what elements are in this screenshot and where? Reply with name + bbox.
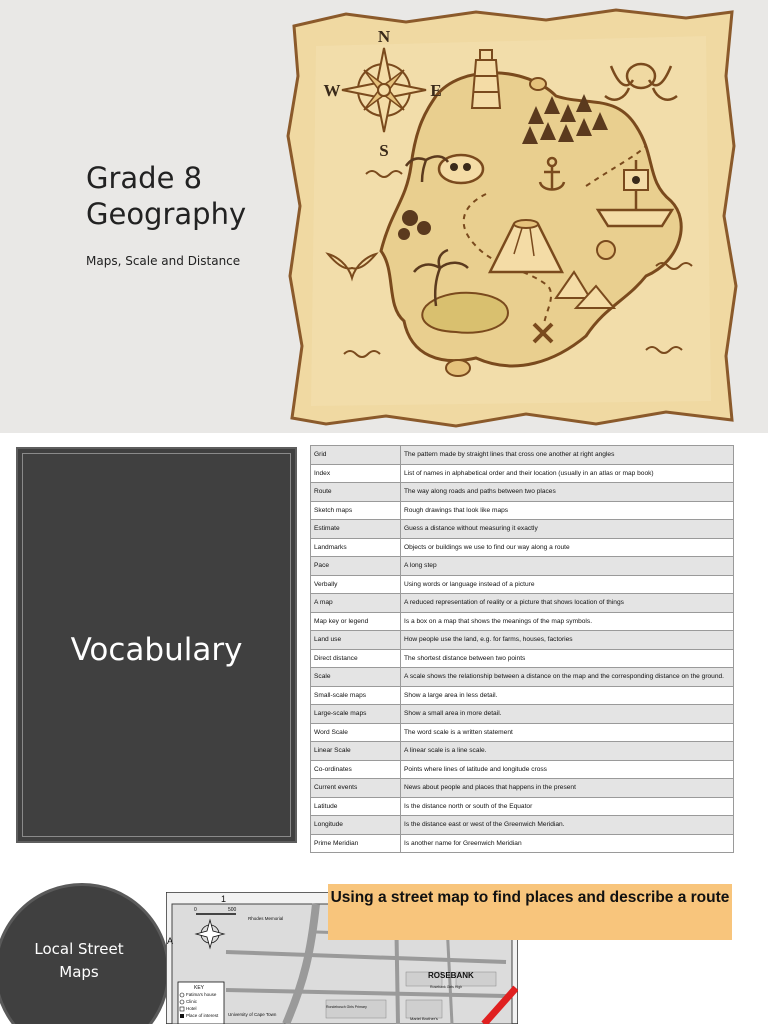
vocabulary-row (311, 501, 734, 520)
vocabulary-term: Prime Meridian (311, 834, 401, 853)
compass-e: E (430, 81, 442, 100)
map-key-title: KEY (194, 985, 205, 991)
map-key-item: Place of interest (186, 1013, 219, 1018)
vocabulary-table-body (311, 446, 734, 853)
compass-n: N (377, 27, 391, 46)
vocabulary-definition: The word scale is a written statement (401, 723, 734, 742)
vocabulary-term: Linear Scale (311, 742, 401, 761)
compass-w: W (323, 81, 341, 100)
vocabulary-definition: Points where lines of latitude and longitude cross (401, 760, 734, 779)
vocabulary-term: Landmarks (311, 538, 401, 557)
label-rosebank-girls-high: Rosebank Girls High (430, 985, 463, 989)
vocabulary-row (311, 779, 734, 798)
grid-row-letter: A (167, 936, 174, 946)
vocabulary-definition: Show a large area in less detail. (401, 686, 734, 705)
vocabulary-definition: A long step (401, 557, 734, 576)
vocabulary-term: Small-scale maps (311, 686, 401, 705)
vocabulary-title: Vocabulary (70, 632, 243, 668)
vocabulary-table (310, 445, 734, 853)
vocabulary-definition: A linear scale is a line scale. (401, 742, 734, 761)
vocabulary-term: Grid (311, 446, 401, 465)
vocabulary-row (311, 631, 734, 650)
grid-column-number: 1 (221, 894, 227, 904)
vocabulary-row (311, 742, 734, 761)
vocabulary-term: Direct distance (311, 649, 401, 668)
vocabulary-term: Map key or legend (311, 612, 401, 631)
street-map-banner: Using a street map to find places and describe a route (328, 884, 732, 940)
vocabulary-term: Large-scale maps (311, 705, 401, 724)
label-rondebosch-primary: Rondebosch Girls Primary (326, 1005, 367, 1009)
vocabulary-definition: Is another name for Greenwich Meridian (401, 834, 734, 853)
treasure-map-illustration (286, 6, 742, 430)
vocabulary-row (311, 446, 734, 465)
vocabulary-row (311, 760, 734, 779)
vocabulary-slide (0, 433, 768, 865)
vocabulary-definition: A scale shows the relationship between a distance on the map and the corresponding distance on the ground. (401, 668, 734, 687)
label-mariel-brothers: Mariel Brother's (410, 1016, 438, 1021)
map-key-item: Fatima's house (186, 992, 217, 997)
vocabulary-definition: Show a small area in more detail. (401, 705, 734, 724)
compass-s: S (379, 141, 389, 160)
title-slide (0, 0, 768, 433)
vocabulary-definition: The pattern made by straight lines that cross one another at right angles (401, 446, 734, 465)
rock-icon (530, 78, 546, 90)
vocabulary-row (311, 686, 734, 705)
vocabulary-term: Word Scale (311, 723, 401, 742)
vocabulary-term: Verbally (311, 575, 401, 594)
vocabulary-term: Latitude (311, 797, 401, 816)
slide-subtitle: Maps, Scale and Distance (86, 254, 241, 268)
vocabulary-term: Route (311, 483, 401, 502)
vocabulary-definition: Guess a distance without measuring it exactly (401, 520, 734, 539)
vocabulary-term: Estimate (311, 520, 401, 539)
vocabulary-term: A map (311, 594, 401, 613)
vocabulary-definition: Is a box on a map that shows the meanings of the map symbols. (401, 612, 734, 631)
vocabulary-row (311, 705, 734, 724)
vocabulary-term: Co-ordinates (311, 760, 401, 779)
label-rosebank: ROSEBANK (428, 971, 474, 980)
vocabulary-row (311, 668, 734, 687)
street-maps-slide (0, 865, 768, 1024)
vocabulary-definition: News about people and places that happens in the present (401, 779, 734, 798)
scale-end: 500 (228, 907, 237, 913)
vocabulary-term: Pace (311, 557, 401, 576)
vocabulary-row (311, 834, 734, 853)
vocabulary-row (311, 797, 734, 816)
vocabulary-row (311, 649, 734, 668)
section-circle (0, 883, 170, 1024)
circle-title: Local Street Maps (34, 940, 124, 981)
vocabulary-row (311, 483, 734, 502)
map-key (178, 982, 224, 1024)
label-university: University of Cape Town (228, 1012, 277, 1017)
vocabulary-definition: List of names in alphabetical order and their location (usually in an atlas or map book) (401, 464, 734, 483)
vocabulary-definition: Is the distance north or south of the Equator (401, 797, 734, 816)
label-rhodes-memorial: Rhodes Memorial (248, 916, 284, 921)
scale-zero: 0 (194, 907, 197, 913)
map-key-item: Clinic (186, 999, 198, 1004)
vocabulary-definition: The way along roads and paths between two places (401, 483, 734, 502)
vocabulary-definition: Rough drawings that look like maps (401, 501, 734, 520)
vocabulary-row (311, 612, 734, 631)
vocabulary-definition: A reduced representation of reality or a picture that shows location of things (401, 594, 734, 613)
vocabulary-row (311, 538, 734, 557)
vocabulary-row (311, 464, 734, 483)
vocabulary-term: Index (311, 464, 401, 483)
slide-title: Grade 8 Geography (86, 161, 247, 231)
vocabulary-term: Scale (311, 668, 401, 687)
vocabulary-term: Longitude (311, 816, 401, 835)
vocabulary-row (311, 575, 734, 594)
vocabulary-term: Current events (311, 779, 401, 798)
vocabulary-row (311, 594, 734, 613)
vocabulary-definition: Is the distance east or west of the Greenwich Meridian. (401, 816, 734, 835)
vocabulary-row (311, 520, 734, 539)
vocabulary-row (311, 557, 734, 576)
vocabulary-definition: The shortest distance between two points (401, 649, 734, 668)
vocabulary-row (311, 816, 734, 835)
map-key-item: Hotel (186, 1006, 197, 1011)
vocabulary-panel (16, 447, 297, 843)
vocabulary-definition: Using words or language instead of a picture (401, 575, 734, 594)
vocabulary-term: Land use (311, 631, 401, 650)
vocabulary-term: Sketch maps (311, 501, 401, 520)
vocabulary-row (311, 723, 734, 742)
vocabulary-definition: Objects or buildings we use to find our way along a route (401, 538, 734, 557)
vocabulary-definition: How people use the land, e.g. for farms, houses, factories (401, 631, 734, 650)
title-block (86, 160, 246, 268)
